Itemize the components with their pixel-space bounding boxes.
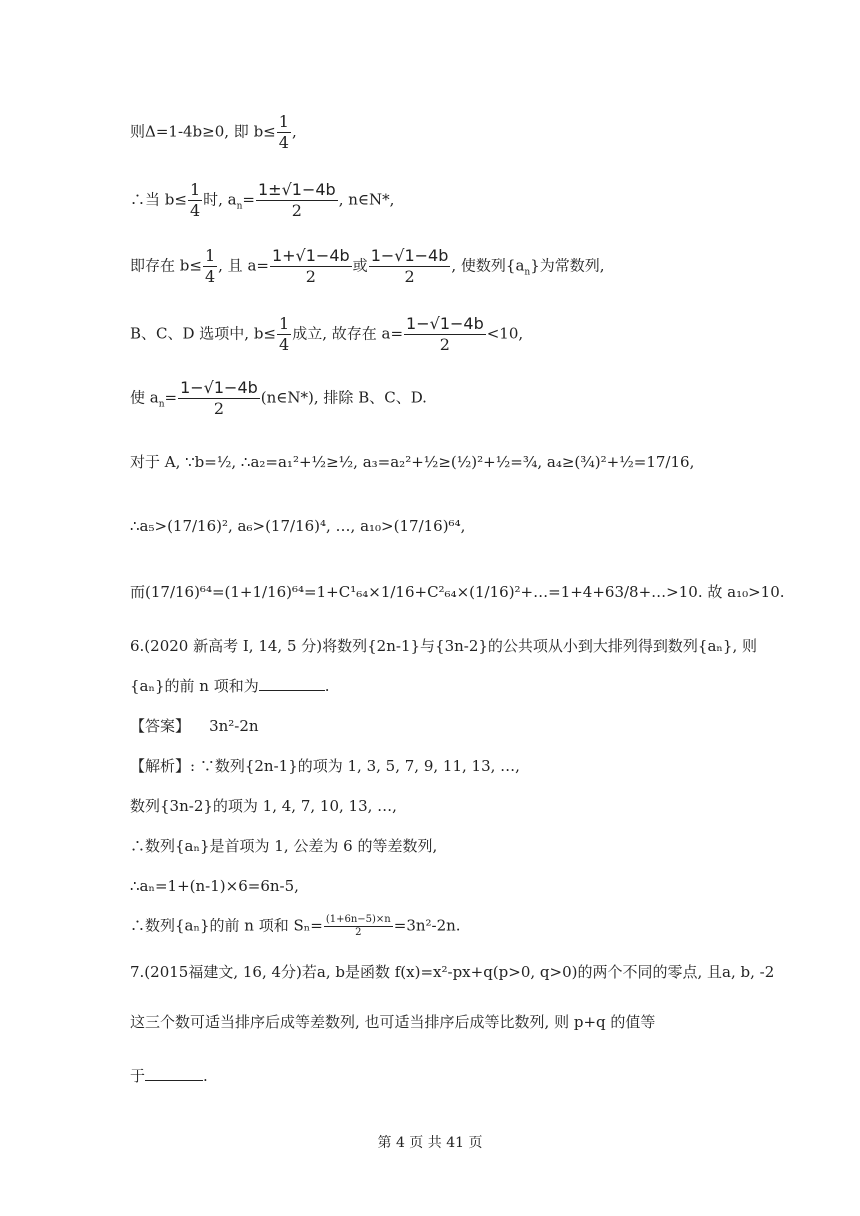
- text: 而(17/16)⁶⁴=(1+1/16)⁶⁴=1+C¹₆₄×1/16+C²₆₄×(1/16)²+…=1+4+63/8+…>10. 故 a₁₀>10.: [130, 583, 785, 601]
- fraction: [270, 246, 352, 287]
- question-text: 6.(2020 新高考 Ⅰ, 14, 5 分)将数列{2n-1}与{3n-2}的公共项从小到大排列得到数列{aₙ}, 则: [130, 637, 757, 655]
- text: 对于 A, ∵b=½, ∴a₂=a₁²+½≥½, a₃=a₂²+½≥(½)²+½=¾, a₄≥(¾)²+½=17/16,: [130, 453, 695, 471]
- question-7-continued: [130, 1012, 655, 1032]
- numerator: 1+√1−4b: [271, 246, 350, 265]
- denominator: 2: [404, 267, 415, 286]
- denominator: 2: [213, 399, 225, 418]
- denominator: 4: [204, 267, 216, 286]
- answer-value: 3n²-2n: [209, 717, 259, 735]
- text: =3n²-2n.: [393, 916, 461, 935]
- text-line-3: 即存在 b≤ $\frac{1}{4}$ , 且 a= $\frac{1+√1-4b}{2}$ 或 $\frac{1-√1-4b}{2}$ , 使数列$\{a_n\}$为常数列,: [130, 246, 605, 286]
- text: 数列{3n-2}的项为 1, 4, 7, 10, 13, …,: [130, 797, 397, 815]
- numerator: (1+6n−5)×n: [325, 914, 391, 925]
- text-line-4: [130, 314, 523, 355]
- text: 于: [130, 1067, 146, 1085]
- text: =: [164, 388, 178, 407]
- denominator: 4: [279, 335, 290, 354]
- text: (n∈N*), 排除 B、C、D.: [260, 388, 427, 407]
- text: =: [242, 190, 255, 209]
- text: , n∈N*,: [338, 190, 395, 209]
- question-7-end: [130, 1066, 208, 1086]
- analysis-label: 【解析】: [130, 757, 191, 775]
- text-line-6: [130, 452, 694, 472]
- question-text: 这三个数可适当排序后成等差数列, 也可适当排序后成等比数列, 则 p+q 的值等: [130, 1013, 656, 1031]
- question-text: {aₙ}的前 n 项和为: [130, 677, 259, 695]
- numerator: 1−√1−4b: [370, 246, 449, 265]
- question-6-continued: [130, 676, 330, 696]
- text: 成立, 故存在 a=: [292, 324, 404, 343]
- text: ,: [291, 122, 297, 141]
- fraction: [404, 314, 486, 355]
- text: ∴数列{aₙ}的前 n 项和 Sₙ=: [130, 916, 323, 935]
- text: 时, a: [203, 190, 237, 209]
- numerator: 1−√1−4b: [180, 378, 258, 397]
- numerator: 1: [189, 180, 201, 199]
- text-line-2: ∴当 b≤ $\frac{1}{4}$ 时, $a_n=$ $\frac{1\pm√1-4b}{2}$ , n∈N*,: [130, 180, 395, 220]
- text: B、C、D 选项中, b≤: [130, 324, 277, 343]
- text: .: [324, 677, 330, 695]
- fraction: [277, 314, 291, 355]
- fraction: [188, 180, 202, 221]
- text: ∴aₙ=1+(n-1)×6=6n-5,: [130, 877, 299, 895]
- text-line-1: [130, 112, 297, 153]
- text: ∴a₅>(17/16)², a₆>(17/16)⁴, …, a₁₀>(17/16)⁶⁴,: [130, 517, 466, 535]
- analysis-line-3: [130, 836, 437, 856]
- text: : ∵数列{2n-1}的项为 1, 3, 5, 7, 9, 11, 13, …,: [190, 757, 520, 775]
- analysis-line-5: [130, 914, 461, 939]
- text-line-7: [130, 516, 465, 536]
- text: 则Δ=1-4b≥0, 即 b≤: [130, 122, 276, 141]
- text: 使 a: [130, 388, 159, 407]
- question-text: 7.(2015福建文, 16, 4分)若a, b是函数 f(x)=x²-px+q(p>0, q>0)的两个不同的零点, 且a, b, -2: [130, 963, 775, 981]
- text-line-8: [130, 582, 785, 602]
- text: 或: [352, 256, 368, 275]
- question-6: [130, 636, 757, 656]
- text: ∴数列{aₙ}是首项为 1, 公差为 6 的等差数列,: [130, 837, 438, 855]
- denominator: 4: [189, 201, 201, 220]
- analysis-line-1: [130, 756, 520, 776]
- fraction: [277, 112, 291, 153]
- denominator: 2: [305, 267, 316, 286]
- answer-blank: [259, 676, 325, 691]
- fraction: [203, 246, 217, 287]
- answer-blank: [145, 1066, 203, 1081]
- text: 即存在 b≤: [130, 256, 202, 275]
- denominator: 2: [355, 927, 362, 938]
- numerator: 1±√1−4b: [258, 180, 336, 199]
- analysis-line-2: [130, 796, 397, 816]
- question-7: [130, 962, 774, 982]
- denominator: 2: [291, 201, 302, 220]
- fraction: [178, 378, 260, 419]
- page-footer: 第 4 页 共 41 页: [377, 1135, 483, 1151]
- numerator: 1−√1−4b: [406, 314, 484, 333]
- denominator: 4: [278, 133, 289, 152]
- text: , 使数列{a: [451, 256, 525, 275]
- text: .: [203, 1067, 208, 1085]
- text: , 且 a=: [218, 256, 269, 275]
- text: }为常数列,: [530, 256, 605, 275]
- fraction: [324, 914, 393, 939]
- analysis-line-4: [130, 876, 299, 896]
- numerator: 1: [279, 314, 290, 333]
- fraction: [369, 246, 451, 287]
- numerator: 1: [278, 112, 289, 131]
- denominator: 2: [439, 335, 450, 354]
- answer-line: [130, 716, 259, 736]
- numerator: 1: [204, 246, 216, 265]
- text: ∴当 b≤: [130, 190, 187, 209]
- answer-label: 【答案】: [130, 717, 191, 735]
- fraction: [256, 180, 338, 221]
- text-line-5: 使 $a_n=$ $\frac{1-√1-4b}{2}$ (n∈N*), 排除 B、C、D.: [130, 378, 427, 418]
- text: <10,: [486, 324, 524, 343]
